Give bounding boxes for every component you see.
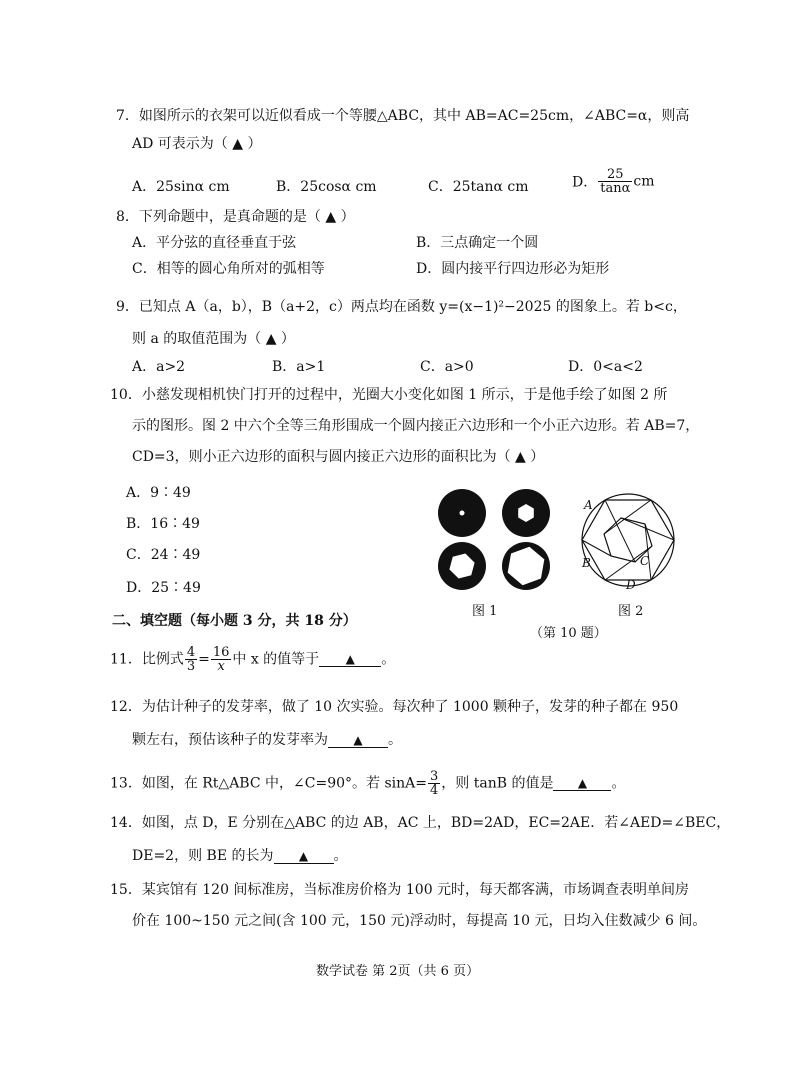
q11-frac1-numerator: 4 <box>186 645 196 660</box>
fig2-point-a: A <box>584 498 593 512</box>
q10-option-b: B．16∶49 <box>126 516 200 532</box>
q7-option-a: A．25sinα cm <box>132 179 230 195</box>
q10-option-c: C．24∶49 <box>126 547 201 563</box>
q8-option-d: D．圆内接平行四边形必为矩形 <box>416 261 610 277</box>
q11-frac1-denominator: 3 <box>186 659 196 674</box>
q14-end: 。 <box>333 848 348 864</box>
fig2-point-b: B <box>582 556 591 570</box>
q8-line1: 8．下列命题中，是真命题的是（ ▲ ） <box>116 209 355 225</box>
q13-frac-numerator: 3 <box>429 769 439 784</box>
q9-option-a: A．a>2 <box>132 359 186 375</box>
q7-line2: AD 可表示为（ ▲ ） <box>132 136 262 152</box>
q15-line1: 15．某宾馆有 120 间标准房，当标准房价格为 100 元时，每天都客满，市场调查表明单间房 <box>110 882 690 898</box>
q13-answer-blank[interactable]: ▲ <box>553 776 611 791</box>
q8-option-c: C．相等的圆心角所对的弧相等 <box>132 261 325 277</box>
q7-option-d-unit: cm <box>633 173 655 190</box>
q9-option-d: D．0<a<2 <box>568 359 643 375</box>
q10-line1: 10．小慈发现相机快门打开的过程中，光圈大小变化如图 1 所示，于是他手绘了如图 2 所 <box>110 387 668 403</box>
section-2-heading: 二、填空题（每小题 3 分，共 18 分） <box>112 613 357 629</box>
q12-line2-prefix: 颗左右，预估该种子的发芽率为 <box>132 732 328 748</box>
q7-option-d-numerator: 25 <box>598 168 632 182</box>
q11-frac2-denominator: x <box>217 659 225 674</box>
q9-option-c: C．a>0 <box>420 359 474 375</box>
q10-figure-caption: （第 10 题） <box>530 626 607 641</box>
circumcircle <box>582 494 674 586</box>
q10-figure2-hexagon <box>578 490 678 590</box>
q7-option-d-prefix: D． <box>572 174 598 191</box>
fig2-point-d: D <box>626 578 636 592</box>
q13-suffix: ，则 tanB 的值是 <box>441 775 554 792</box>
q13-frac-denominator: 4 <box>429 783 439 798</box>
q12-answer-blank[interactable]: ▲ <box>328 733 388 748</box>
q14-line2-prefix: DE=2，则 BE 的长为 <box>132 848 274 864</box>
q7-option-b: B．25cosα cm <box>276 179 377 195</box>
fig2-label: 图 2 <box>618 604 644 619</box>
q14-line2 <box>132 846 348 866</box>
q11-answer-blank[interactable]: ▲ <box>319 652 381 667</box>
q12-line2 <box>132 730 402 750</box>
q9-line1: 9．已知点 A（a，b），B（a+2，c）两点均在函数 y=(x−1)²−2025 的图象上。若 b<c， <box>116 299 687 315</box>
q9-option-b: B．a>1 <box>272 359 326 375</box>
fig2-point-c: C <box>640 554 650 568</box>
q10-option-d: D．25∶49 <box>126 580 201 596</box>
q10-line2: 示的图形。图 2 中六个全等三角形围成一个圆内接正六边形和一个小正六边形。若 AB=7， <box>132 418 700 434</box>
q13-end: 。 <box>611 775 626 792</box>
q10-figure1-aperture <box>434 488 560 592</box>
q7-option-c: C．25tanα cm <box>428 179 529 195</box>
q10-option-a: A．9∶49 <box>126 485 191 501</box>
q9-line2: 则 a 的取值范围为（ ▲ ） <box>132 331 295 347</box>
q11-equals: = <box>198 651 210 668</box>
outer-hexagon <box>582 500 674 580</box>
q7-line1: 7．如图所示的衣架可以近似看成一个等腰△ABC，其中 AB=AC=25cm，∠ABC=α，则高 <box>116 108 690 124</box>
q13-prefix: 13．如图，在 Rt△ABC 中，∠C=90°。若 sinA= <box>110 775 427 792</box>
q14-answer-blank[interactable]: ▲ <box>274 849 334 864</box>
fig1-label: 图 1 <box>472 604 498 619</box>
q15-line2: 价在 100~150 元之间(含 100 元，150 元)浮动时，每提高 10 元，日均入住数减少 6 间。 <box>132 913 707 929</box>
page-footer: 数学试卷 第 2页（共 6 页） <box>316 964 480 979</box>
q13-line <box>110 770 625 797</box>
q12-line1: 12．为估计种子的发芽率，做了 10 次实验。每次种了 1000 颗种子，发芽的种子都在 950 <box>110 699 679 715</box>
q11-end: 。 <box>381 651 396 668</box>
q11-frac2-numerator: 16 <box>212 645 230 660</box>
q10-line3: CD=3，则小正六边形的面积与圆内接正六边形的面积比为（ ▲ ） <box>132 449 545 465</box>
q8-option-a: A．平分弦的直径垂直于弦 <box>132 235 297 251</box>
q12-end: 。 <box>388 732 402 748</box>
q8-option-b: B．三点确定一个圆 <box>416 235 539 251</box>
q11-prefix: 11．比例式 <box>110 651 184 668</box>
q7-option-d-denominator: tanα <box>600 181 631 196</box>
q11-suffix: 中 x 的值等于 <box>232 651 320 668</box>
q11-line <box>110 646 395 673</box>
q7-option-d <box>572 168 655 195</box>
q14-line1: 14．如图，点 D，E 分别在△ABC 的边 AB，AC 上，BD=2AD，EC=2AE．若∠AED=∠BEC， <box>110 815 731 831</box>
